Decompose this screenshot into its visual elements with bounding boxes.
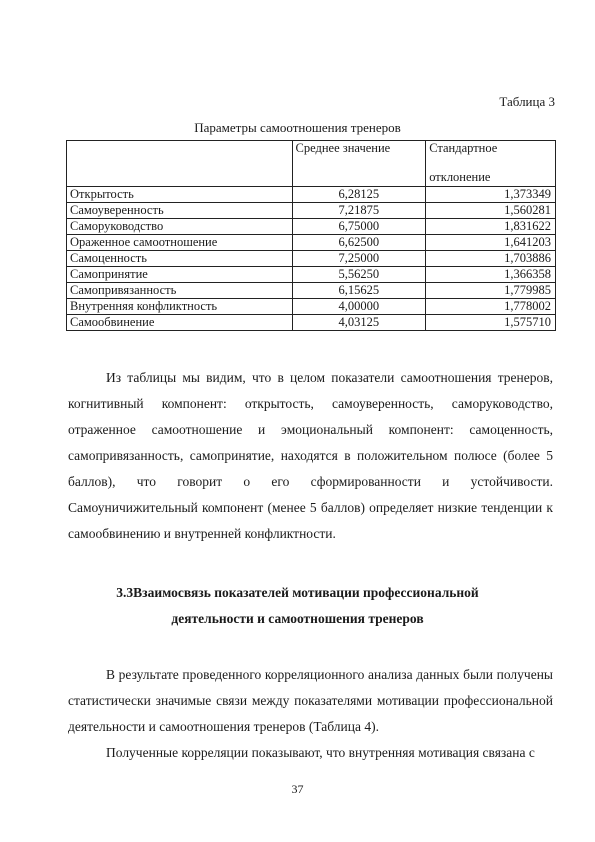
row-mean: 4,00000 bbox=[292, 299, 426, 315]
table-row bbox=[67, 315, 556, 331]
row-label: Самообвинение bbox=[67, 315, 293, 331]
table-row bbox=[67, 299, 556, 315]
table-title: Параметры самоотношения тренеров bbox=[194, 120, 401, 135]
paragraph-table-summary-text: Из таблицы мы видим, что в целом показатели самоотношения тренеров, когнитивный компонент: открытость, самоуверенность, саморуководство, отраженное самоотношение и эмоциональный компонент: самоценность, самопривязанность, самопринятие, находятся в положительном полюсе (более 5 баллов), что говорит о его сформированности и устойчивости. Самоуничижительный компонент (менее 5 баллов) определяет низкие тенденции к самообвинению и внутренней конфликтности. bbox=[68, 370, 553, 541]
row-mean: 7,21875 bbox=[292, 203, 426, 219]
section-heading-line1: 3.3Взаимосвязь показателей мотивации профессиональной bbox=[116, 585, 479, 600]
row-std: 1,703886 bbox=[426, 251, 556, 267]
row-std: 1,779985 bbox=[426, 283, 556, 299]
row-mean: 6,28125 bbox=[292, 187, 426, 203]
table-row bbox=[67, 219, 556, 235]
row-std: 1,778002 bbox=[426, 299, 556, 315]
table-caption: Таблица 3 bbox=[499, 94, 555, 109]
table-row bbox=[67, 235, 556, 251]
paragraph-correlation-analysis bbox=[68, 662, 553, 740]
section-heading-line2: деятельности и самоотношения тренеров bbox=[171, 611, 424, 626]
row-label: Саморуководство bbox=[67, 219, 293, 235]
row-std: 1,575710 bbox=[426, 315, 556, 331]
paragraph-correlations bbox=[68, 740, 553, 766]
row-mean: 6,15625 bbox=[292, 283, 426, 299]
row-mean: 5,56250 bbox=[292, 267, 426, 283]
row-mean: 6,75000 bbox=[292, 219, 426, 235]
header-std bbox=[426, 141, 556, 187]
table-row bbox=[67, 187, 556, 203]
table-body bbox=[67, 187, 556, 331]
paragraph-table-summary bbox=[68, 365, 553, 547]
table-row bbox=[67, 251, 556, 267]
header-empty-cell bbox=[67, 141, 293, 187]
paragraph-correlations-text: Полученные корреляции показывают, что внутренняя мотивация связана с bbox=[106, 745, 535, 760]
table-row bbox=[67, 267, 556, 283]
header-std-line2: отклонение bbox=[429, 170, 491, 184]
row-mean: 4,03125 bbox=[292, 315, 426, 331]
table-header-row bbox=[67, 141, 556, 187]
table-row bbox=[67, 203, 556, 219]
row-std: 1,560281 bbox=[426, 203, 556, 219]
row-label: Внутренняя конфликтность bbox=[67, 299, 293, 315]
row-label: Ораженное самоотношение bbox=[67, 235, 293, 251]
row-label: Самоценность bbox=[67, 251, 293, 267]
row-std: 1,641203 bbox=[426, 235, 556, 251]
row-std: 1,373349 bbox=[426, 187, 556, 203]
row-label: Самоуверенность bbox=[67, 203, 293, 219]
row-std: 1,366358 bbox=[426, 267, 556, 283]
table-row bbox=[67, 283, 556, 299]
row-mean: 6,62500 bbox=[292, 235, 426, 251]
row-mean: 7,25000 bbox=[292, 251, 426, 267]
header-std-line1: Стандартное bbox=[429, 141, 498, 155]
header-mean: Среднее значение bbox=[292, 141, 426, 187]
row-label: Самопринятие bbox=[67, 267, 293, 283]
row-std: 1,831622 bbox=[426, 219, 556, 235]
row-label: Открытость bbox=[67, 187, 293, 203]
paragraph-correlation-analysis-text: В результате проведенного корреляционного анализа данных были получены статистически значимые связи между показателями мотивации профессиональной деятельности и самоотношения тренеров (Таблица 4). bbox=[68, 667, 553, 734]
page-number: 37 bbox=[291, 782, 304, 796]
row-label: Самопривязанность bbox=[67, 283, 293, 299]
self-attitude-table bbox=[66, 140, 556, 331]
